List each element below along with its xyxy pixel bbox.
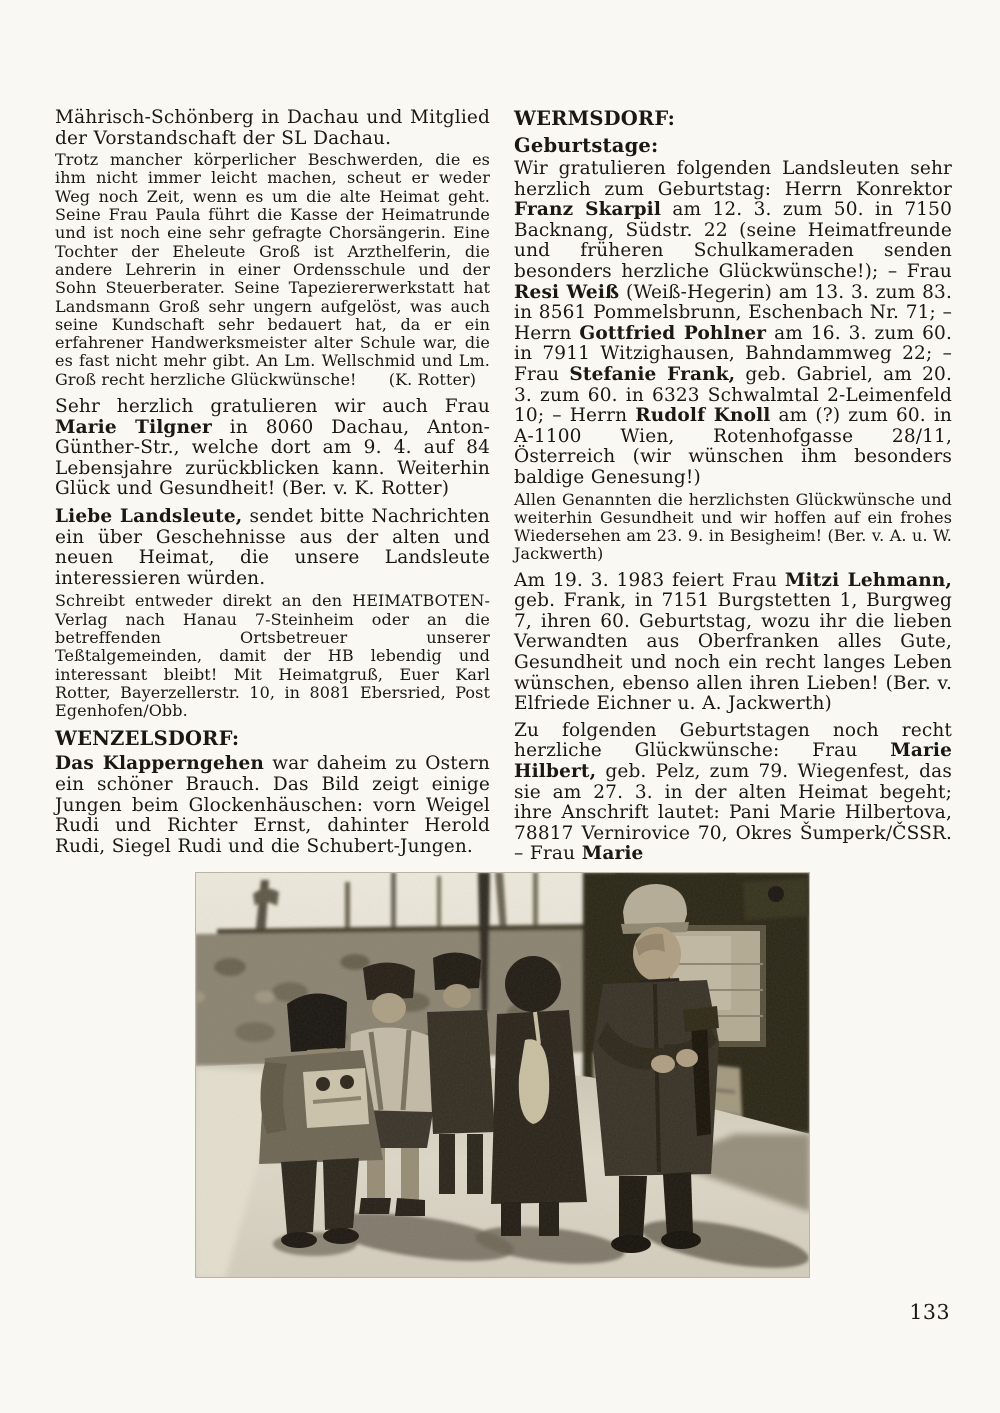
notice-liebe-landsleute: Liebe Landsleute, sendet bitte Nachrichten ein über Geschehnisse aus der alten und neuen Heimat, die unsere Landsleute interessieren würden. (55, 506, 490, 589)
article-tilgner-birthday: Sehr herzlich gratulieren wir auch Frau Marie Tilgner in 8060 Dachau, Anton-Günther-Str., welche dort am 9. 4. auf 84 Lebensjahre zurückblicken kann. Weiterhin Glück und Gesundheit! (Ber. v. K. Rotter) (55, 396, 490, 500)
left-column (55, 108, 490, 857)
klapperngehen-photo-illustration (195, 872, 810, 1278)
geburtstage-heading: Geburtstage: (514, 134, 659, 157)
section-wenzelsdorf-heading: WENZELSDORF: (55, 727, 240, 751)
notice-heimatboten-address: Schreibt entweder direkt an den HEIMATBOTEN-Verlag nach Hanau 7-Steinheim oder an die betreffenden Ortsbetreuer unserer Teßtalgemeinden, damit der HB lebendig und interessant bleibt! Mit Heimatgruß, Euer Karl Rotter, Bayerzellerstr. 10, in 8081 Ebersried, Post Egenhofen/Obb. (55, 591, 490, 721)
klapperngehen-photo (195, 872, 810, 1278)
article-schoenberg-continued: Mährisch-Schönberg in Dachau und Mitglied der Vorstandschaft der SL Dachau. (55, 107, 490, 149)
page-number: 133 (909, 1300, 950, 1324)
right-column (514, 108, 952, 865)
geburtstage-wishes: Allen Genannten die herzlichsten Glückwünsche und weiterhin Gesundheit und wir hoffen auf ein frohes Wiedersehen am 23. 9. in Besigheim! (Ber. v. A. u. W. Jackwerth) (514, 489, 952, 564)
article-klapperngehen: Das Klapperngehen war daheim zu Ostern ein schöner Brauch. Das Bild zeigt einige Jungen beim Glockenhäuschen: vorn Weigel Rudi und Richter Ernst, dahinter Herold Rudi, Siegel Rudi und die Schubert-Jungen. (55, 753, 491, 857)
article-hilbert-birthday: Zu folgenden Geburtstagen noch recht herzliche Glückwünsche: Frau Marie Hilbert, geb. Pelz, zum 79. Wiegenfest, das sie am 27. 3. in der alten Heimat begeht; ihre Anschrift lautet: Pani Marie Hilbertova, 78817 Vernirovice 70, Okres Šumperk/ČSSR. – Frau Marie (514, 719, 952, 865)
geburtstage-list: Wir gratulieren folgenden Landsleuten sehr herzlich zum Geburtstag: Herrn Konrektor Franz Skarpil am 12. 3. zum 50. in 7150 Backnang, Südstr. 22 (seine Heimatfreunde und früheren Schulkameraden senden besonders herzliche Glückwünsche!); – Frau Resi Weiß (Weiß-Hegerin) am 13. 3. zum 83. in 8561 Pommelsbrunn, Eschenbach Nr. 71; – Herrn Gottfried Pohlner am 16. 3. zum 60. in 7911 Witzighausen, Bahndammweg 22; – Frau Stefanie Frank, geb. Gabriel, am 20. 3. zum 60. in 6323 Schwalmtal 2-Leimenfeld 10; – Herrn Rudolf Knoll am (?) zum 60. in A-1100 Wien, Rotenhofgasse 28/11, Österreich (wir wünschen ihm besonders baldige Genesung!) (514, 158, 953, 488)
article-schoenberg-body: Trotz mancher körperlicher Beschwerden, die es ihm nicht immer leicht machen, scheut er weder Weg noch Zeit, wenn es um die alte Heimat geht. Seine Frau Paula führt die Kasse der Heimatrunde und ist noch eine sehr gefragte Chorsängerin. Eine Tochter der Eheleute Groß ist Arzthelferin, die andere Lehrerin in einer Ordensschule und der Sohn Steuerberater. Seine Tapeziererwerkstatt hat Landsmann Groß sehr ungern aufgelöst, was auch seine Kundschaft sehr bedauert hat, da er ein erfahrener Handwerksmeister alter Schule war, die es fast nicht mehr gibt. An Lm. Wellschmid und Lm. Groß recht herzliche Glückwünsche! (K. Rotter) (55, 150, 490, 389)
section-wermsdorf-heading: WERMSDORF: (514, 107, 676, 130)
photo-grain-overlay (195, 872, 810, 1278)
article-lehmann-birthday: Am 19. 3. 1983 feiert Frau Mitzi Lehmann, geb. Frank, in 7151 Burgstetten 1, Burgweg 7, ihren 60. Geburtstag, wozu ihr die lieben Verwandten aus Oberfranken alles Gute, Gesundheit und noch ein recht langes Leben wünschen, ebenso allen ihren Lieben! (Ber. v. Elfriede Eichner u. A. Jackwerth) (514, 569, 953, 715)
